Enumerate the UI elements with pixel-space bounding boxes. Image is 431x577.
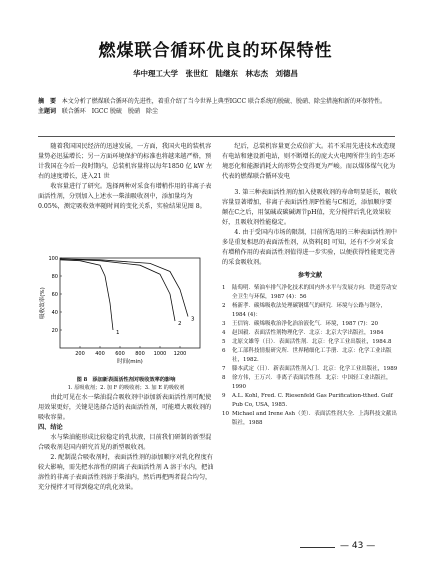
absorption-chart [38,250,214,370]
reference-text: 化工部科技情报研究所．世界精细化工手册．北京：化学工业出版社，1982. [232,348,392,363]
reference-text: 王信钧．碳烯吸收治净化治治液化气．环境，1987 (7)：20 [232,321,379,327]
x-tick-label: 600 [115,351,125,357]
y-axis-label: 吸收效率(%) [40,287,46,319]
keywords: 联合循环 IGCC 脱硫 脱硝 除尘 [61,108,159,115]
reference-number: 7 [222,366,226,372]
left-column-bottom [38,393,214,493]
divider [38,136,395,137]
series-label: 3 [191,316,195,323]
keywords-label: 主题词 [38,108,57,115]
reference-text: 赵国毅．表面活性剂物理化学．北京：北京大学出版社，1984 [232,330,384,336]
x-tick-label: 200 [75,351,85,357]
page-number [340,541,375,551]
plot-frame [60,258,200,348]
paragraph: 由此可见在水一柴油混合吸收剂中添加新表面活性剂可配使用效果更好，关键是选择合适的表面活性剂，可能增大吸收剂的吸收容量。 [38,394,212,421]
series-label: 1 [116,330,120,336]
paragraph: 纪后，总装机容量更会成倍扩大。若不采用先进技术改造现有电站和建设新电站，则不断增长的庞大火电网所伴生的生态环境恶化和能源消耗大的形势会变得更为严峻。而以煤体煤气化为代表的燃煤联合循环发电 [222,143,396,180]
x-tick-label: 1200 [173,351,187,357]
paragraph: 4. 由于受国内市场的限制，目前所选用的三种表面活性剂中多是重复相思的表面活性剂，从资料[8] 可知，还有不少对采食有增稍作用的表面活性剂值得进一步实验，以便获得性能更完善的采食吸收剂。 [222,229,397,266]
reference-item [222,302,398,320]
reference-number: 4 [222,330,226,336]
reference-item [222,338,398,347]
y-tick-label: 20 [51,328,58,334]
reference-number: 3 [222,321,226,327]
paragraph: 水与柴油能形成比较稳定的乳状液，目前我们研制的新型混合吸收剂是国内研究首见的新型吸收剂。 [38,434,212,451]
reference-number: 1 [222,285,226,291]
page-number-suffix: — [363,541,376,551]
reference-text: 杨新孝．碳烯吸收法处理碳钢煤气的研究．环境与公路与钢分，1984 (4)： [232,303,387,318]
reference-number: 8 [222,375,226,381]
series-label: 2 [178,321,182,327]
figure-caption-block [38,376,214,392]
reference-item [222,392,398,410]
reference-text: 徐方伟，王万兴．非离子表面活性剂．北京：中国轻工业出版社，1990 [232,375,392,390]
reference-text: Michael and Irene Ash（美）．表面活性剂大全．上海科技文献出版社，1988 [232,411,397,426]
references-list [222,284,398,428]
paragraph: 随着我国国民经济的迅速发展，一方面，我国火电的装机容量势必迅猛增长；另一方面环境保护的标准也将越来越严格，预计我国在今后一段时期内，总装机容量将以每年1850 亿 kW 左右的速度增长，进入21 世 [38,143,213,180]
series-line-2 [60,259,175,321]
reference-number: 2 [222,303,226,309]
chart-layer [38,256,200,365]
y-tick-label: 60 [51,292,58,298]
y-tick-label: 100 [48,256,58,262]
figure-legend: 1. 原吸收剂；2. 加 F 的吸收剂；3. 加 E 的吸收剂 [67,385,185,391]
left-column-top [38,142,214,212]
series-line-3 [60,259,188,317]
reference-number: 9 [222,393,226,399]
references-title: 参考文献 [297,272,322,279]
reference-item [222,320,398,329]
x-tick-label: 400 [95,351,105,357]
series-line-1 [60,260,113,330]
abstract-label: 摘 要 [38,98,57,105]
authors: 华中理工大学 张世红 陆继东 林志杰 刘德昌 [133,69,298,78]
paragraph: 2. 配制混合吸收剂时，表面活性剂的添加顺序对乳化程度有较大影响，需先把水溶性的阴离子表面活性剂 A 溶于水内，把油溶性的非离子表面活性剂溶于柴油内，然后再把两者混合均匀，充分搅拌才可得到稳定的乳化效果。 [38,454,214,491]
reference-item [222,329,398,338]
y-tick-label: 80 [51,274,58,280]
reference-item [222,284,398,302]
right-column [222,142,398,428]
x-tick-label: 1000 [153,351,167,357]
reference-item [222,410,398,428]
reference-item [222,374,398,392]
figure-caption: 图 8 添加新表面活性剂对吸收效率的影响 [76,377,176,383]
abstract [38,97,398,117]
reference-text: 陆萄明．柴油车排气净化技术的国内外水平与发展方向．铁道劳动安全卫生与环保，1987 (4)：56 [232,285,398,300]
reference-number: 10 [222,411,229,417]
reference-text: 北原文雄等（日）．表面活性剂．北京：化学工业出版社，1984.8 [232,339,392,345]
section-heading: 四、结论 [38,424,63,431]
x-tick-label: 800 [135,351,145,357]
article-title: 燃煤联合循环优良的环保特性 [98,41,333,61]
reference-item [222,365,398,374]
reference-number: 6 [222,348,226,354]
paragraph: 收容量进行了研究。选择两种对采食有增稍作用的非离子表面活性剂，分别加入上述水一柴油吸收剂中，添加量均为0.05%，测定吸收效率随时间的变化关系，实验结果见图 8。 [38,183,212,210]
reference-number: 5 [222,339,226,345]
y-tick-label: 40 [51,310,58,316]
x-axis-label: 时间(min) [117,359,143,365]
page-rule-left [300,547,335,548]
page-number-prefix: — [340,541,352,551]
abstract-text: 本文分析了燃煤联合循环的先进性，着重介绍了当今世界上典型IGCC 联合系统的脱硫、脱硝、除尘措施和新的环保特性。 [61,98,387,105]
page-number-value: 43 [351,541,364,551]
reference-text: 滕本武定（日）．新表面活性剂入门．北京：化学工业出版社，1989 [232,366,398,372]
reference-text: A.L. Kohl, Fred. C. Riesenfeld Gas Purification-tthed. Gulf Pub Co, USA, 1985. [232,393,393,408]
paragraph: 3. 第三种表面活性剂的加入使吸收剂的寿命明显延长，吸收容量显著增加，非离子表面活性剂F性能与C相近，添加顺序要颠在C之后，用氢碱或碳碱调节pH值，充分搅拌后乳化效果较好，且吸收剂性能稳定。 [222,189,397,226]
reference-item [222,347,398,365]
